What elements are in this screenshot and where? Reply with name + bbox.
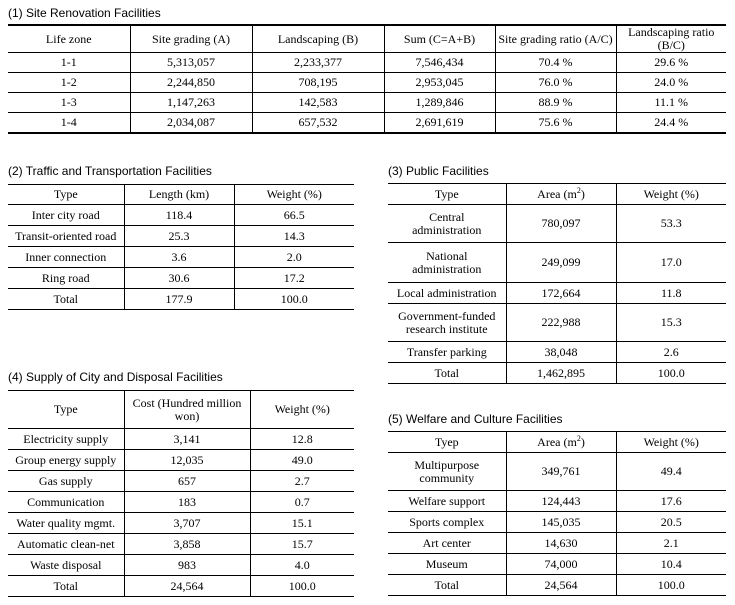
section-title-site-renovation: (1) Site Renovation Facilities <box>8 6 161 20</box>
table-cell: Total <box>53 578 78 593</box>
table-cell: 12,035 <box>124 450 250 471</box>
table-cell: 14,630 <box>506 533 616 554</box>
table-cell: 66.5 <box>234 205 354 226</box>
table-cell: 3,707 <box>124 513 250 534</box>
column-header: Landscaping ratio (B/C) <box>616 25 726 53</box>
table-cell: Inner connection <box>8 247 124 268</box>
table-cell: 780,097 <box>506 205 616 243</box>
table-row <box>8 53 726 73</box>
table-cell: 249,099 <box>506 243 616 283</box>
table-header-row <box>388 432 726 453</box>
table-cell: 17.6 <box>616 491 726 512</box>
table-cell: 657,532 <box>252 113 384 133</box>
table-cell: 11.1 % <box>616 93 726 113</box>
table-row <box>8 555 354 576</box>
table-cell: 1,462,895 <box>506 363 616 384</box>
table-cell: 49.0 <box>250 450 354 471</box>
section-title-welfare: (5) Welfare and Culture Facilities <box>388 412 563 426</box>
table-cell: 25.3 <box>124 226 234 247</box>
table-cell: 24,564 <box>506 575 616 596</box>
table-cell: 49.4 <box>616 453 726 491</box>
table-cell: 222,988 <box>506 304 616 342</box>
supply-table <box>8 390 354 597</box>
table-row <box>8 113 726 133</box>
table-cell <box>388 243 506 283</box>
column-header: Weight (%) <box>616 432 726 453</box>
table-row <box>388 243 726 283</box>
table-cell: 74,000 <box>506 554 616 575</box>
table-cell: 2,233,377 <box>252 53 384 73</box>
column-header: Weight (%) <box>234 185 354 205</box>
site-renovation-table <box>8 24 726 134</box>
table-cell: 17.0 <box>616 243 726 283</box>
table-cell: 53.3 <box>616 205 726 243</box>
table-cell: 11.8 <box>616 283 726 304</box>
table-cell: Electricity supply <box>8 429 124 450</box>
column-header: Type <box>8 185 124 205</box>
table-cell: 24.0 % <box>616 73 726 93</box>
table-header-row <box>8 391 354 429</box>
table-row <box>8 450 354 471</box>
area-label-close: ) <box>580 434 585 449</box>
table-cell: Sports complex <box>388 512 506 533</box>
area-label: Area (m <box>537 434 577 449</box>
table-cell: Local administration <box>388 283 506 304</box>
table-row <box>388 304 726 342</box>
table-cell: Transfer parking <box>388 342 506 363</box>
table-cell: 349,761 <box>506 453 616 491</box>
table-cell: 100.0 <box>616 575 726 596</box>
table-cell: 2,691,619 <box>384 113 495 133</box>
area-label-close: ) <box>580 186 585 201</box>
table-cell: Waste disposal <box>8 555 124 576</box>
table-cell: 14.3 <box>234 226 354 247</box>
table-cell: 2,953,045 <box>384 73 495 93</box>
table-cell: 172,664 <box>506 283 616 304</box>
table-cell: Inter city road <box>8 205 124 226</box>
table-row <box>388 512 726 533</box>
table-cell: Transit-oriented road <box>8 226 124 247</box>
table-cell: 657 <box>124 471 250 492</box>
table-row <box>388 554 726 575</box>
column-header: Weight (%) <box>250 391 354 429</box>
table-cell: Communication <box>8 492 124 513</box>
table-row <box>8 247 354 268</box>
table-cell: 15.1 <box>250 513 354 534</box>
table-row <box>388 283 726 304</box>
table-cell: 17.2 <box>234 268 354 289</box>
table-cell: Total <box>53 291 78 306</box>
table-cell: Automatic clean-net <box>8 534 124 555</box>
table-cell: 24.4 % <box>616 113 726 133</box>
table-cell: 1,289,846 <box>384 93 495 113</box>
table-cell: 100.0 <box>616 363 726 384</box>
table-cell: 3.6 <box>124 247 234 268</box>
table-row <box>388 575 726 596</box>
table-cell: 24,564 <box>124 576 250 597</box>
table-cell: 4.0 <box>250 555 354 576</box>
column-header: Type <box>8 391 124 429</box>
table-cell: 145,035 <box>506 512 616 533</box>
table-cell: 708,195 <box>252 73 384 93</box>
cell-text: National administration <box>412 248 482 276</box>
table-row <box>8 429 354 450</box>
table-cell: 12.8 <box>250 429 354 450</box>
table-row <box>388 342 726 363</box>
cell-text: Central administration <box>412 209 482 237</box>
section-title-supply: (4) Supply of City and Disposal Facilities <box>8 370 223 384</box>
table-cell <box>388 205 506 243</box>
welfare-table <box>388 431 726 596</box>
table-cell: 1-1 <box>8 53 130 73</box>
table-header-row <box>388 184 726 205</box>
column-header: Type <box>388 184 506 205</box>
table-row <box>8 226 354 247</box>
table-cell: Total <box>434 577 459 592</box>
public-table <box>388 183 726 384</box>
table-cell: Welfare support <box>388 491 506 512</box>
column-header: Landscaping (B) <box>252 25 384 53</box>
column-header: Sum (C=A+B) <box>384 25 495 53</box>
column-header <box>506 184 616 205</box>
table-cell: 7,546,434 <box>384 53 495 73</box>
table-cell <box>388 304 506 342</box>
table-row <box>388 205 726 243</box>
table-cell: Group energy supply <box>8 450 124 471</box>
table-row <box>8 73 726 93</box>
table-row <box>8 289 354 310</box>
table-cell: 124,443 <box>506 491 616 512</box>
table-cell: 100.0 <box>234 289 354 310</box>
area-label: Area (m <box>537 186 577 201</box>
table-cell: 0.7 <box>250 492 354 513</box>
column-header <box>506 432 616 453</box>
table-cell: 20.5 <box>616 512 726 533</box>
table-cell: 30.6 <box>124 268 234 289</box>
table-cell: 2,244,850 <box>130 73 252 93</box>
table-row <box>8 492 354 513</box>
table-cell: 3,141 <box>124 429 250 450</box>
table-header-row <box>8 25 726 53</box>
table-cell: 177.9 <box>124 289 234 310</box>
table-cell: 2.0 <box>234 247 354 268</box>
table-row <box>8 93 726 113</box>
table-cell: 10.4 <box>616 554 726 575</box>
table-cell: 15.3 <box>616 304 726 342</box>
section-title-traffic: (2) Traffic and Transportation Facilities <box>8 164 212 178</box>
table-cell: 118.4 <box>124 205 234 226</box>
table-cell: 1-2 <box>8 73 130 93</box>
table-cell: 142,583 <box>252 93 384 113</box>
table-cell: 2,034,087 <box>130 113 252 133</box>
table-cell: 1,147,263 <box>130 93 252 113</box>
superscript-2: 2 <box>576 433 581 443</box>
table-row <box>8 471 354 492</box>
column-header: Cost (Hundred million won) <box>124 391 250 429</box>
table-cell: 38,048 <box>506 342 616 363</box>
traffic-table <box>8 184 354 310</box>
table-row <box>388 453 726 491</box>
table-cell: 183 <box>124 492 250 513</box>
table-cell: Gas supply <box>8 471 124 492</box>
table-cell: 29.6 % <box>616 53 726 73</box>
table-cell: 100.0 <box>250 576 354 597</box>
table-cell: 1-3 <box>8 93 130 113</box>
table-row <box>388 533 726 554</box>
table-cell: 983 <box>124 555 250 576</box>
table-cell: Total <box>434 365 459 380</box>
table-cell: Museum <box>388 554 506 575</box>
table-row <box>388 363 726 384</box>
column-header: Life zone <box>8 25 130 53</box>
table-row <box>8 534 354 555</box>
column-header: Tyep <box>388 432 506 453</box>
column-header: Site grading (A) <box>130 25 252 53</box>
table-row <box>8 268 354 289</box>
table-cell: 15.7 <box>250 534 354 555</box>
superscript-2: 2 <box>576 185 581 195</box>
table-cell: 88.9 % <box>495 93 616 113</box>
column-header: Site grading ratio (A/C) <box>495 25 616 53</box>
table-cell: Water quality mgmt. <box>8 513 124 534</box>
table-cell: 5,313,057 <box>130 53 252 73</box>
table-row <box>388 491 726 512</box>
table-cell: 75.6 % <box>495 113 616 133</box>
column-header: Weight (%) <box>616 184 726 205</box>
table-cell: 3,858 <box>124 534 250 555</box>
cell-text: Government-funded research institute <box>398 308 496 336</box>
table-cell: 2.1 <box>616 533 726 554</box>
cell-text: Multipurpose community <box>414 457 480 485</box>
table-cell: 70.4 % <box>495 53 616 73</box>
section-title-public: (3) Public Facilities <box>388 164 489 178</box>
table-cell <box>388 453 506 491</box>
column-header: Length (km) <box>124 185 234 205</box>
table-row <box>8 205 354 226</box>
table-cell: Art center <box>388 533 506 554</box>
table-header-row <box>8 185 354 205</box>
table-cell: 76.0 % <box>495 73 616 93</box>
table-cell: 2.7 <box>250 471 354 492</box>
table-cell: 2.6 <box>616 342 726 363</box>
table-cell: Ring road <box>8 268 124 289</box>
table-row <box>8 576 354 597</box>
table-row <box>8 513 354 534</box>
table-cell: 1-4 <box>60 114 77 129</box>
